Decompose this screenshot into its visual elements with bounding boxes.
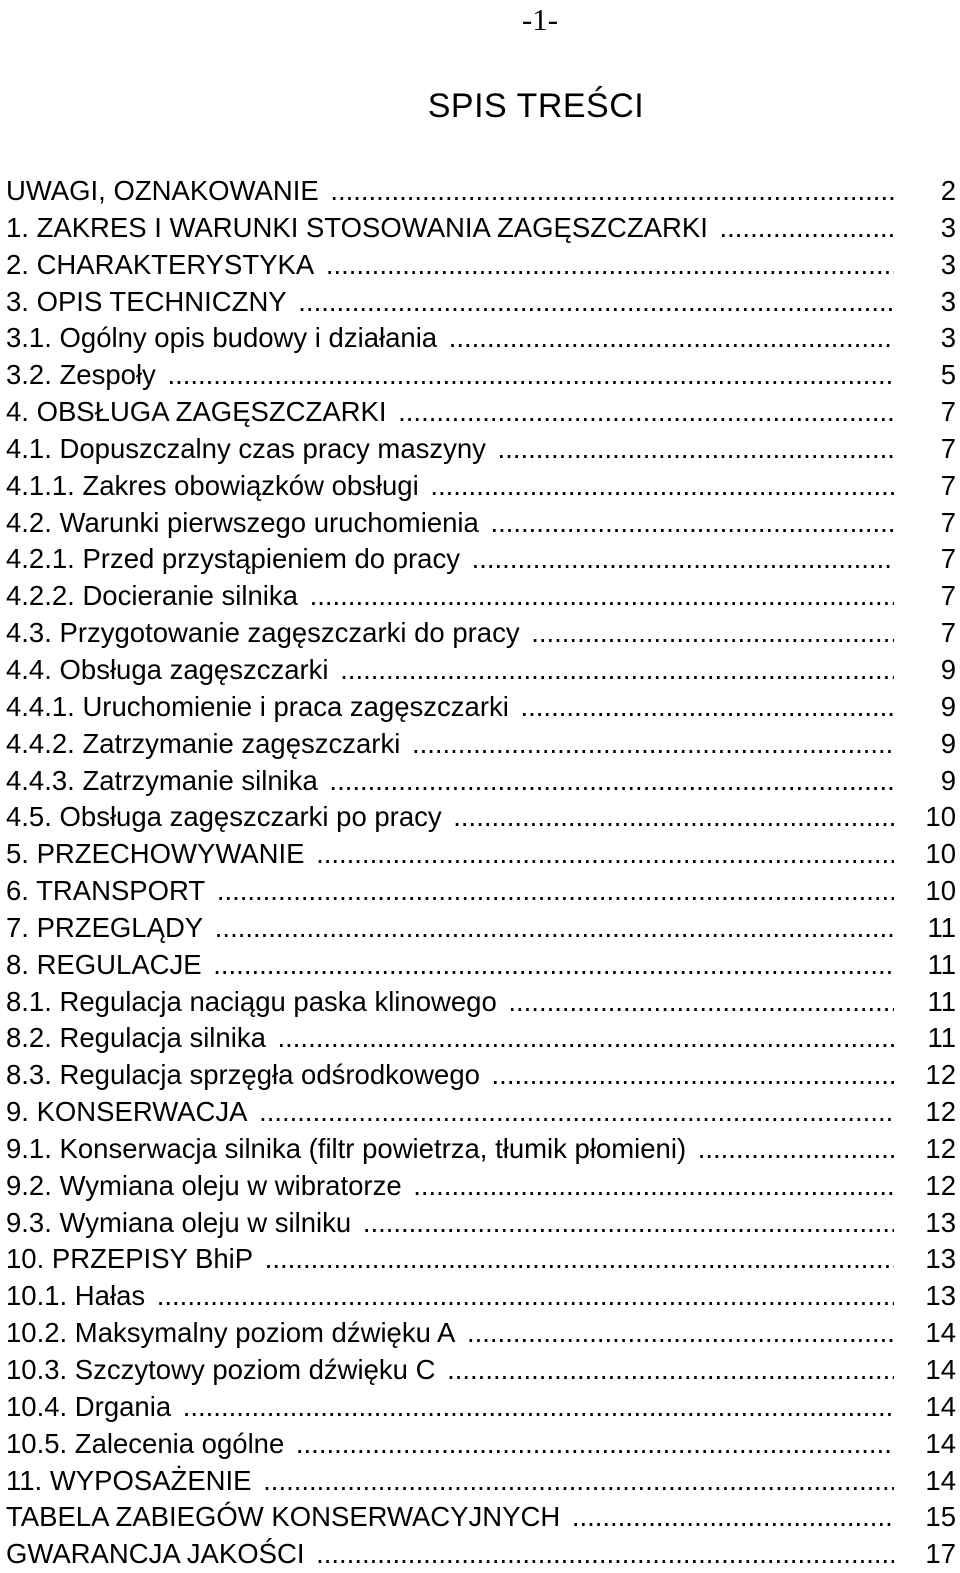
toc-entry-leader	[6, 652, 894, 689]
toc-entry-page-number: 3	[940, 211, 956, 243]
toc-entry-title: 8.2. Regulacja silnika	[6, 1022, 270, 1053]
toc-entry	[6, 1499, 956, 1536]
toc-entry	[6, 1426, 956, 1463]
toc-entry-page-number: 7	[940, 580, 956, 612]
toc-entry	[6, 1131, 956, 1168]
toc-entry-leader	[6, 726, 894, 763]
toc-entry-page-number: 2	[940, 175, 956, 206]
toc-entry-title: 4.2.1. Przed przystąpieniem do pracy	[6, 543, 464, 574]
toc-entry-title: 6. TRANSPORT	[6, 875, 209, 906]
toc-entry-title: 9.1. Konserwacja silnika (filtr powietrza, tłumik płomieni)	[6, 1133, 690, 1164]
toc-entry-title: 10.1. Hałas	[6, 1280, 149, 1311]
toc-entry	[6, 541, 956, 578]
toc-entry-leader	[6, 910, 894, 947]
toc-entry-title: GWARANCJA JAKOŚCI	[6, 1538, 308, 1569]
toc-entry-page-number: 13	[925, 1243, 956, 1275]
toc-entry-leader	[6, 1278, 894, 1315]
toc-entry-page-number: 17	[925, 1538, 956, 1570]
toc-entry-page-number: 14	[925, 1354, 956, 1385]
toc-entry-page-number: 7	[940, 469, 956, 501]
toc-entry-title: 8.1. Regulacja naciągu paska klinowego	[6, 986, 501, 1017]
toc-entry	[6, 210, 956, 247]
toc-entry	[6, 247, 956, 284]
toc-entry	[6, 431, 956, 468]
toc-entry-page-number: 14	[925, 1390, 956, 1422]
toc-entry-title: 4.4.1. Uruchomienie i praca zagęszczarki	[6, 691, 513, 722]
toc-entry-page-number: 13	[925, 1206, 956, 1238]
toc-entry	[6, 1536, 956, 1573]
toc-entry-title: 3.1. Ogólny opis budowy i działania	[6, 322, 441, 353]
toc-entry-title: 10.5. Zalecenia ogólne	[6, 1428, 288, 1459]
toc-entry-leader	[6, 689, 894, 726]
toc-entry-title: 10.2. Maksymalny poziom dźwięku A	[6, 1317, 459, 1348]
toc-entry-page-number: 9	[940, 764, 956, 796]
toc-entry-title: 4.4.3. Zatrzymanie silnika	[6, 765, 322, 796]
toc-entry-page-number: 12	[925, 1132, 956, 1164]
toc-entry-leader	[6, 763, 894, 800]
toc-entry-leader	[6, 541, 894, 578]
toc-entry-leader	[6, 1020, 894, 1057]
toc-entry	[6, 357, 956, 394]
toc-entry-leader	[6, 873, 894, 910]
toc-entry-title: 9.3. Wymiana oleju w silniku	[6, 1207, 355, 1238]
toc-entry-leader	[6, 210, 894, 247]
toc-entry-page-number: 3	[940, 248, 956, 280]
toc-entry-title: 7. PRZEGLĄDY	[6, 912, 207, 943]
toc-entry-leader	[6, 468, 894, 505]
toc-entry	[6, 910, 956, 947]
toc-entry	[6, 1389, 956, 1426]
toc-entry-page-number: 12	[925, 1096, 956, 1128]
toc-entry-title: 8. REGULACJE	[6, 949, 206, 980]
toc-entry-page-number: 9	[940, 690, 956, 722]
toc-entry	[6, 836, 956, 873]
toc-entry	[6, 394, 956, 431]
toc-entry	[6, 1094, 956, 1131]
toc-entry-leader	[6, 1205, 894, 1242]
toc-entry-leader	[6, 947, 894, 984]
toc-entry-leader	[6, 1168, 894, 1205]
toc-entry	[6, 689, 956, 726]
toc-entry	[6, 799, 956, 836]
toc-entry-title: 5. PRZECHOWYWANIE	[6, 838, 308, 869]
toc-entry	[6, 173, 956, 210]
toc-entry-page-number: 7	[940, 617, 956, 649]
toc-entry-title: 4.1.1. Zakres obowiązków obsługi	[6, 470, 423, 501]
toc-entry-page-number: 7	[940, 506, 956, 538]
toc-entry-page-number: 10	[925, 801, 956, 833]
toc-entry-page-number: 11	[927, 948, 956, 980]
toc-entry-leader	[6, 173, 894, 210]
toc-entry	[6, 1352, 956, 1389]
toc-entry-title: 3. OPIS TECHNICZNY	[6, 286, 291, 317]
toc-entry-leader	[6, 1131, 894, 1168]
toc-entry-leader	[6, 1463, 894, 1500]
toc-entry-leader	[6, 247, 894, 284]
toc-entry-leader	[6, 1536, 894, 1573]
toc-entry	[6, 1463, 956, 1500]
toc-entry	[6, 652, 956, 689]
toc-entry-title: 4.2. Warunki pierwszego uruchomienia	[6, 507, 483, 538]
page-title: SPIS TREŚCI	[427, 87, 645, 125]
toc-entry-leader	[6, 394, 894, 431]
toc-entry-leader	[6, 431, 894, 468]
toc-entry	[6, 505, 956, 542]
toc-entry-leader	[6, 799, 894, 836]
toc-entry	[6, 873, 956, 910]
toc-entry-leader	[6, 984, 894, 1021]
toc-entry-leader	[6, 836, 894, 873]
toc-entry-page-number: 14	[925, 1317, 956, 1349]
toc-entry-leader	[6, 1389, 894, 1426]
toc-entry	[6, 320, 956, 357]
toc-entry-title: 4. OBSŁUGA ZAGĘSZCZARKI	[6, 396, 391, 427]
toc-entry-leader	[6, 1315, 894, 1352]
toc-entry-title: 4.3. Przygotowanie zagęszczarki do pracy	[6, 617, 524, 648]
toc-entry-leader	[6, 1426, 894, 1463]
toc-entry	[6, 284, 956, 321]
toc-entry-leader	[6, 1352, 894, 1389]
toc-entry-title: 10.4. Drgania	[6, 1391, 175, 1422]
toc-entry-leader	[6, 320, 894, 357]
toc-entry	[6, 578, 956, 615]
toc-entry-title: 4.1. Dopuszczalny czas pracy maszyny	[6, 433, 490, 464]
toc-entry-page-number: 14	[925, 1464, 956, 1496]
toc-entry	[6, 763, 956, 800]
toc-entry	[6, 1241, 956, 1278]
toc-entry-page-number: 11	[927, 985, 956, 1017]
toc-entry	[6, 984, 956, 1021]
toc-entry-title: 4.5. Obsługa zagęszczarki po pracy	[6, 801, 446, 832]
toc-entry-leader	[6, 1499, 894, 1536]
toc-entry-page-number: 7	[940, 543, 956, 575]
toc-entry-leader	[6, 357, 894, 394]
toc-entry-title: UWAGI, OZNAKOWANIE	[6, 175, 323, 206]
toc-entry-page-number: 11	[927, 1022, 956, 1054]
toc-entry	[6, 615, 956, 652]
toc-entry	[6, 468, 956, 505]
toc-entry-title: 2. CHARAKTERYSTYKA	[6, 249, 318, 280]
toc-entry-title: 1. ZAKRES I WARUNKI STOSOWANIA ZAGĘSZCZARKI	[6, 212, 712, 243]
toc-entry	[6, 947, 956, 984]
toc-entry-page-number: 14	[925, 1427, 956, 1459]
toc-entry-title: 3.2. Zespoły	[6, 359, 160, 390]
toc-entry	[6, 1205, 956, 1242]
toc-entry-title: 9. KONSERWACJA	[6, 1096, 251, 1127]
toc-entry-page-number: 10	[925, 838, 956, 870]
toc-entry-page-number: 7	[940, 432, 956, 464]
toc-entry-title: 10. PRZEPISY BhiP	[6, 1243, 257, 1274]
toc-entry-title: 10.3. Szczytowy poziom dźwięku C	[6, 1354, 439, 1385]
toc-entry-title: 4.2.2. Docieranie silnika	[6, 580, 302, 611]
toc-entry-page-number: 12	[925, 1169, 956, 1201]
table-of-contents	[6, 173, 956, 1573]
toc-entry-title: TABELA ZABIEGÓW KONSERWACYJNYCH	[6, 1501, 564, 1532]
toc-entry-leader	[6, 1057, 894, 1094]
toc-entry-page-number: 13	[925, 1280, 956, 1312]
toc-entry-leader	[6, 284, 894, 321]
toc-entry-page-number: 9	[940, 653, 956, 685]
toc-entry	[6, 726, 956, 763]
toc-entry-leader	[6, 1241, 894, 1278]
toc-entry-title: 4.4.2. Zatrzymanie zagęszczarki	[6, 728, 404, 759]
toc-entry-page-number: 15	[925, 1501, 956, 1533]
toc-entry-leader	[6, 505, 894, 542]
toc-entry-page-number: 12	[925, 1059, 956, 1091]
toc-entry	[6, 1168, 956, 1205]
toc-entry-title: 9.2. Wymiana oleju w wibratorze	[6, 1170, 406, 1201]
toc-entry-leader	[6, 578, 894, 615]
toc-entry	[6, 1278, 956, 1315]
toc-entry-page-number: 7	[940, 396, 956, 428]
toc-entry-page-number: 5	[940, 359, 956, 391]
toc-entry-page-number: 3	[940, 322, 956, 354]
toc-entry	[6, 1315, 956, 1352]
toc-entry-page-number: 11	[927, 911, 956, 943]
page-number: -1-	[521, 2, 559, 37]
toc-entry-title: 11. WYPOSAŻENIE	[6, 1465, 256, 1496]
toc-entry-leader	[6, 615, 894, 652]
toc-entry-title: 4.4. Obsługa zagęszczarki	[6, 654, 333, 685]
toc-entry-page-number: 3	[940, 285, 956, 317]
toc-entry-title: 8.3. Regulacja sprzęgła odśrodkowego	[6, 1059, 484, 1090]
toc-entry-page-number: 10	[925, 875, 956, 907]
toc-entry-page-number: 9	[940, 727, 956, 759]
toc-entry	[6, 1020, 956, 1057]
toc-entry-leader	[6, 1094, 894, 1131]
toc-entry	[6, 1057, 956, 1094]
